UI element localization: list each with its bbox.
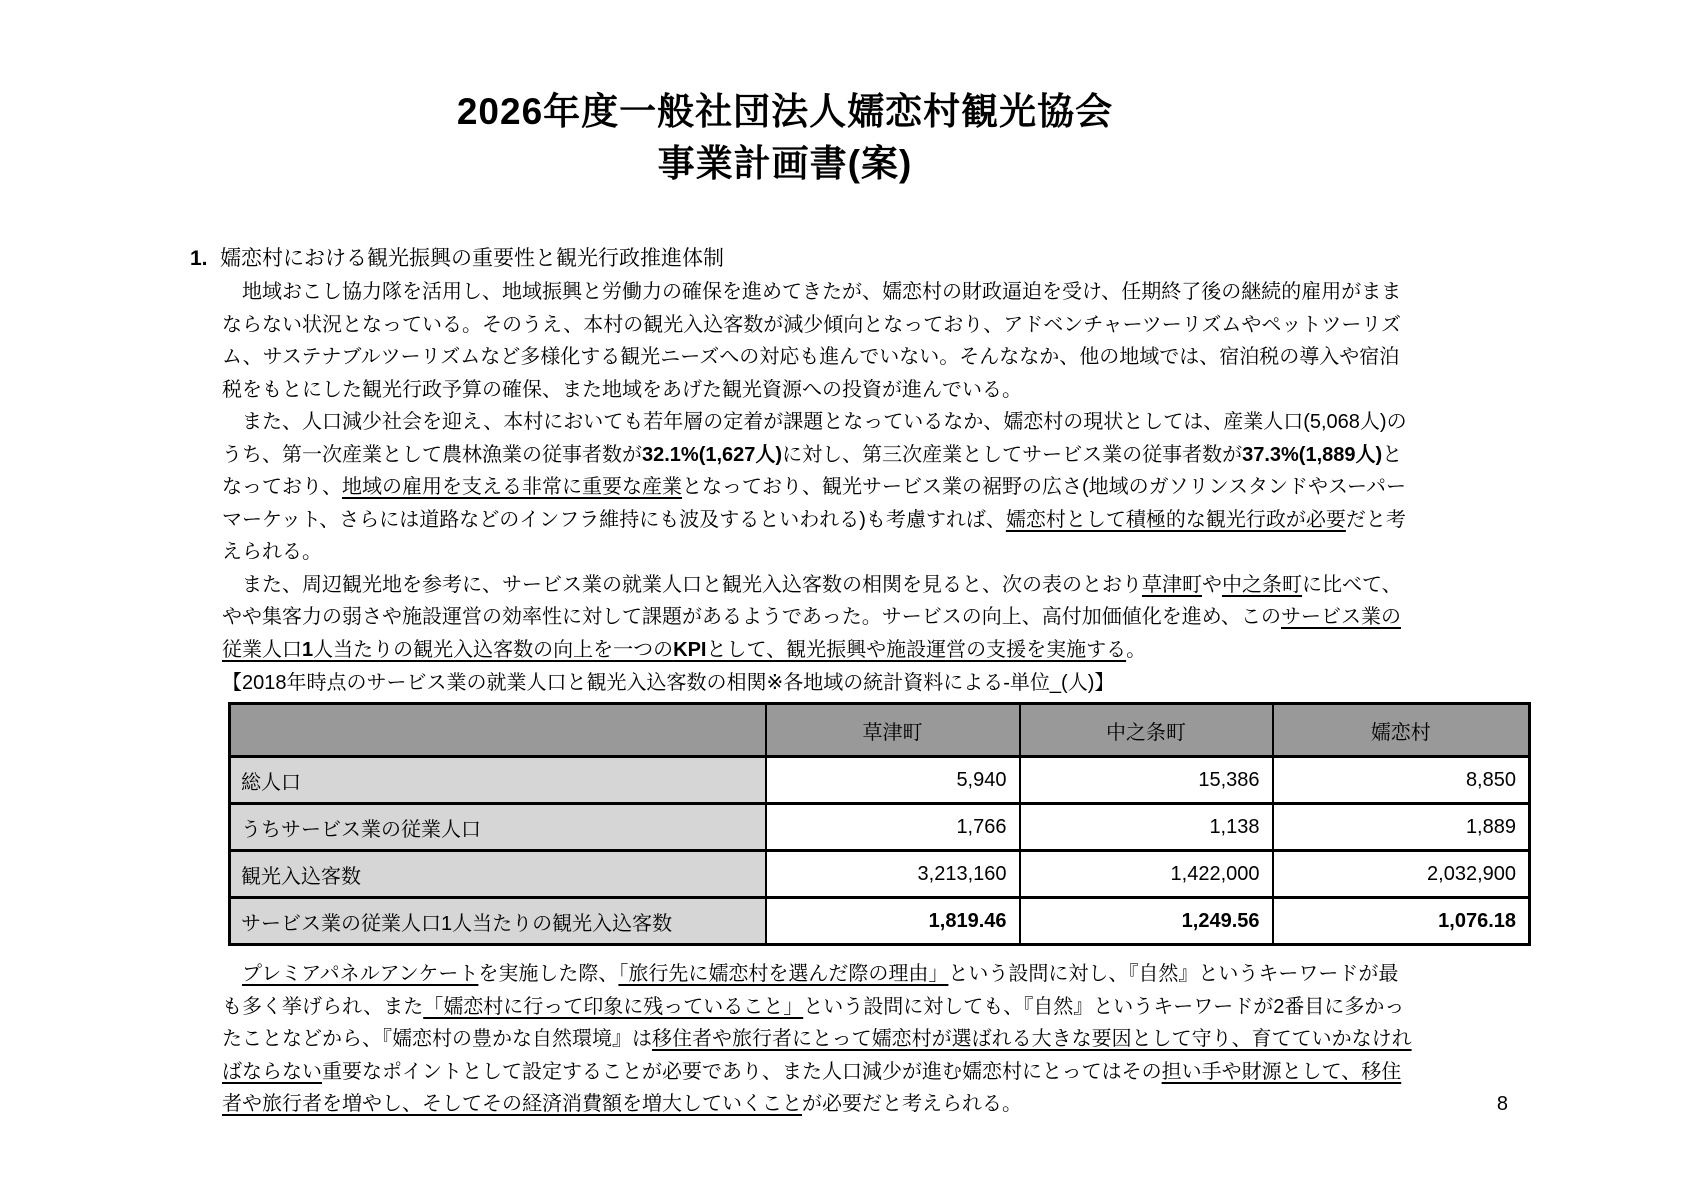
document-title (150, 86, 1420, 190)
cell-value: 1,819.46 (766, 898, 1020, 945)
section-number: 1. (190, 247, 208, 270)
row-label: 観光入込客数 (230, 851, 766, 898)
header-cell-nakanojo: 中之条町 (1020, 704, 1273, 757)
row-label: うちサービス業の従業人口 (230, 804, 766, 851)
cell-value: 1,889 (1273, 804, 1530, 851)
title-line-1: 2026年度一般社団法人嬬恋村観光協会 (456, 91, 1114, 132)
cell-value: 1,249.56 (1020, 898, 1273, 945)
row-label: サービス業の従業人口1人当たりの観光入込客数 (230, 898, 766, 945)
cell-value: 15,386 (1020, 757, 1273, 804)
section-title: 嬬恋村における観光振興の重要性と観光行政推進体制 (220, 247, 724, 270)
page-number: 8 (1496, 1093, 1508, 1115)
table-row-total-population (230, 757, 1530, 804)
title-line-2: 事業計画書(案) (657, 143, 913, 184)
paragraph-regional-cooperation: 地域おこし協力隊を活用し、地域振興と労働力の確保を進めてきたが、嬬恋村の財政逼迫を受け、任期終了後の継続的雇用がままならない状況となっている。そのうえ、本村の観光入込客数が減少傾向となっており、アドベンチャーツーリズムやペットツーリズム、サステナブルツーリズムなど多様化する観光ニーズへの対応も進んでいない。そんななか、他の地域では、宿泊税の導入や宿泊税をもとにした観光行政予算の確保、また地域をあげた観光資源への投資が進んでいる。 (222, 281, 1402, 401)
cell-value: 1,138 (1020, 804, 1273, 851)
stats-table (228, 702, 1531, 946)
row-label: 総人口 (230, 757, 766, 804)
cell-value: 1,076.18 (1273, 898, 1530, 945)
paragraph-population-industry: また、人口減少社会を迎え、本村においても若年層の定着が課題となっているなか、嬬恋村の現状としては、産業人口(5,068人)のうち、第一次産業として農林漁業の従事者数が32.1%(1,627人)に対し、第三次産業としてサービス業の従事者数が37.3%(1,889人)となっており、地域の雇用を支える非常に重要な産業となっており、観光サービス業の裾野の広さ(地域のガソリンスタンドやスーパーマーケット、さらには道路などのインフラ維持にも波及するといわれる)も考慮すれば、嬬恋村として積極的な観光行政が必要だと考えられる。 (222, 411, 1407, 563)
table-row-arrivals-per-worker (230, 898, 1530, 945)
body-text (222, 276, 1516, 1121)
cell-value: 8,850 (1273, 757, 1530, 804)
table-row-tourist-arrivals (230, 851, 1530, 898)
paragraph-kpi-correlation: また、周辺観光地を参考に、サービス業の就業人口と観光入込客数の相関を見ると、次の表のとおり草津町や中之条町に比べて、やや集客力の弱さや施設運営の効率性に対して課題があるようであった。サービスの向上、高付加価値化を進め、このサービス業の従業人口1人当たりの観光入込客数の向上を一つのKPIとして、観光振興や施設運営の支援を実施する。 (222, 573, 1402, 661)
cell-value: 3,213,160 (766, 851, 1020, 898)
table-row-service-workers (230, 804, 1530, 851)
table-header-row (230, 704, 1530, 757)
header-cell-tsumagoi: 嬬恋村 (1273, 704, 1530, 757)
table-caption: 【2018年時点のサービス業の就業人口と観光入込客数の相関※各地域の統計資料による-単位_(人)】 (222, 672, 1115, 694)
cell-value: 1,766 (766, 804, 1020, 851)
header-cell-empty (230, 704, 766, 757)
header-cell-kusatsu: 草津町 (766, 704, 1020, 757)
section-heading (190, 244, 1684, 274)
paragraph-survey-nature: プレミアパネルアンケートを実施した際、「旅行先に嬬恋村を選んだ際の理由」という設問に対し、『自然』というキーワードが最も多く挙げられ、また「嬬恋村に行って印象に残っていること」という設問に対しても、『自然』というキーワードが2番目に多かったことなどから、『嬬恋村の豊かな自然環境』は移住者や旅行者にとって嬬恋村が選ばれる大きな要因として守り、育てていかなければならない重要なポイントとして設定することが必要であり、また人口減少が進む嬬恋村にとってはその担い手や財源として、移住者や旅行者を増やし、そしてその経済消費額を増大していくことが必要だと考えられる。 (222, 963, 1412, 1115)
cell-value: 2,032,900 (1273, 851, 1530, 898)
cell-value: 1,422,000 (1020, 851, 1273, 898)
cell-value: 5,940 (766, 757, 1020, 804)
